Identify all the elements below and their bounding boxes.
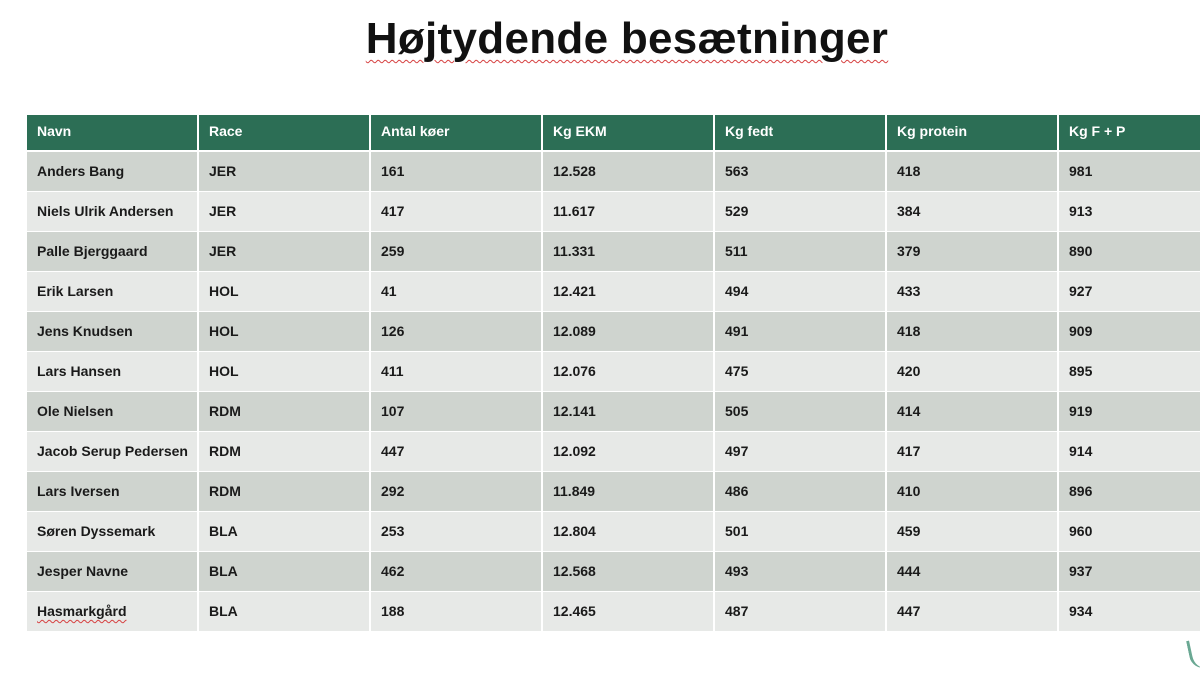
cell-text: 919	[1069, 403, 1093, 419]
cell-text: 259	[381, 243, 405, 259]
cell-kg-f-p	[1058, 151, 1200, 191]
cell-antal-koer	[370, 551, 542, 591]
cell-text: 447	[897, 603, 921, 619]
cell-text: Jesper Navne	[37, 563, 129, 579]
cell-navn	[27, 271, 198, 311]
table-row	[27, 551, 1200, 591]
cell-text: 497	[725, 443, 749, 459]
cell-kg-ekm	[542, 191, 714, 231]
cell-kg-fedt	[714, 231, 886, 271]
cell-text: Erik Larsen	[37, 283, 114, 299]
cell-text: 12.092	[553, 443, 596, 459]
cell-kg-ekm	[542, 271, 714, 311]
cell-text: 895	[1069, 363, 1093, 379]
column-header-kg-protein: Kg protein	[886, 115, 1058, 151]
slide-title	[0, 14, 1200, 64]
cell-kg-fedt	[714, 271, 886, 311]
cell-text: 12.528	[553, 163, 596, 180]
cell-kg-ekm	[542, 391, 714, 431]
cell-text: Hasmarkgård	[37, 603, 127, 619]
cell-text: RDM	[209, 483, 241, 499]
column-header-antal-koer: Antal køer	[370, 115, 542, 151]
cell-kg-protein	[886, 311, 1058, 351]
cell-text: 896	[1069, 483, 1093, 499]
cell-text: 433	[897, 283, 921, 299]
cell-navn	[27, 151, 198, 191]
table-row	[27, 351, 1200, 391]
cell-kg-ekm	[542, 591, 714, 631]
cell-race	[198, 351, 370, 391]
table-row	[27, 151, 1200, 191]
cell-kg-protein	[886, 231, 1058, 271]
cell-kg-fedt	[714, 591, 886, 631]
cell-text: 981	[1069, 163, 1093, 180]
cell-text: 447	[381, 443, 405, 459]
cell-text: 960	[1069, 523, 1093, 539]
cell-text: 418	[897, 323, 921, 339]
cell-antal-koer	[370, 591, 542, 631]
cell-text: BLA	[209, 603, 238, 619]
cell-text: 475	[725, 363, 749, 379]
cell-text: HOL	[209, 363, 239, 379]
cell-text: 188	[381, 603, 405, 619]
cell-kg-fedt	[714, 551, 886, 591]
cell-navn	[27, 591, 198, 631]
table-row	[27, 311, 1200, 351]
cell-text: 459	[897, 523, 921, 539]
table-row	[27, 511, 1200, 551]
cell-text: 253	[381, 523, 405, 539]
cell-navn	[27, 311, 198, 351]
cell-antal-koer	[370, 471, 542, 511]
cell-text: 491	[725, 323, 749, 339]
cell-race	[198, 191, 370, 231]
cell-text: Anders Bang	[37, 163, 125, 180]
cell-navn	[27, 471, 198, 511]
cell-text: 487	[725, 603, 749, 619]
slide-title-text: Højtydende besætninger	[365, 14, 889, 63]
table-row	[27, 191, 1200, 231]
cell-text: 501	[725, 523, 749, 539]
cell-text: 913	[1069, 203, 1093, 219]
cell-text: 12.465	[553, 603, 596, 619]
cell-kg-protein	[886, 271, 1058, 311]
cell-kg-fedt	[714, 391, 886, 431]
cell-text: BLA	[209, 563, 238, 579]
cell-kg-f-p	[1058, 391, 1200, 431]
cell-kg-protein	[886, 391, 1058, 431]
cell-navn	[27, 351, 198, 391]
cell-text: 462	[381, 563, 405, 579]
cell-text: JER	[209, 203, 237, 219]
cell-kg-f-p	[1058, 231, 1200, 271]
cell-text: 511	[725, 243, 748, 259]
cell-navn	[27, 511, 198, 551]
table-row	[27, 591, 1200, 631]
cell-text: 12.421	[553, 283, 596, 299]
cell-text: 107	[381, 403, 405, 419]
cell-kg-f-p	[1058, 351, 1200, 391]
column-header-navn: Navn	[27, 115, 198, 151]
cell-text: 126	[381, 323, 405, 339]
cell-kg-protein	[886, 471, 1058, 511]
cell-navn	[27, 391, 198, 431]
cell-antal-koer	[370, 511, 542, 551]
cell-race	[198, 511, 370, 551]
cell-kg-protein	[886, 151, 1058, 191]
cell-text: 411	[381, 363, 404, 379]
cell-kg-f-p	[1058, 591, 1200, 631]
cell-kg-ekm	[542, 551, 714, 591]
cell-race	[198, 151, 370, 191]
cell-antal-koer	[370, 431, 542, 471]
cell-text: 494	[725, 283, 749, 299]
cell-text: JER	[209, 163, 237, 180]
cell-text: 410	[897, 483, 921, 499]
cell-antal-koer	[370, 231, 542, 271]
cell-antal-koer	[370, 271, 542, 311]
cell-text: 384	[897, 203, 921, 219]
cell-kg-f-p	[1058, 191, 1200, 231]
cell-text: 418	[897, 163, 921, 180]
cell-kg-fedt	[714, 311, 886, 351]
cell-kg-fedt	[714, 351, 886, 391]
column-header-kg-f-p: Kg F + P	[1058, 115, 1200, 151]
cell-text: 12.804	[553, 523, 596, 539]
cell-race	[198, 591, 370, 631]
cell-kg-protein	[886, 351, 1058, 391]
cell-antal-koer	[370, 191, 542, 231]
cell-text: 12.141	[553, 403, 596, 419]
cell-text: HOL	[209, 323, 239, 339]
cell-navn	[27, 431, 198, 471]
cell-text: 12.568	[553, 563, 596, 579]
cell-kg-protein	[886, 511, 1058, 551]
cell-kg-fedt	[714, 431, 886, 471]
cell-kg-ekm	[542, 151, 714, 191]
cell-text: JER	[209, 243, 237, 259]
cell-race	[198, 471, 370, 511]
cell-race	[198, 431, 370, 471]
cell-kg-fedt	[714, 151, 886, 191]
cell-kg-ekm	[542, 431, 714, 471]
cell-text: Søren Dyssemark	[37, 523, 156, 539]
cell-text: 11.849	[553, 483, 596, 499]
cell-kg-protein	[886, 191, 1058, 231]
cell-text: 161	[381, 163, 405, 180]
cell-race	[198, 311, 370, 351]
cell-navn	[27, 191, 198, 231]
column-header-kg-fedt: Kg fedt	[714, 115, 886, 151]
cell-kg-ekm	[542, 351, 714, 391]
cell-text: 493	[725, 563, 749, 579]
table-body	[27, 151, 1200, 631]
cell-text: 563	[725, 163, 749, 180]
cell-text: 420	[897, 363, 921, 379]
cell-navn	[27, 551, 198, 591]
table-row	[27, 391, 1200, 431]
cell-kg-ekm	[542, 471, 714, 511]
cell-text: 41	[381, 283, 397, 299]
cell-kg-ekm	[542, 511, 714, 551]
decorative-corner-mark	[1186, 638, 1200, 671]
cell-navn	[27, 231, 198, 271]
cell-text: 927	[1069, 283, 1093, 299]
cell-kg-f-p	[1058, 431, 1200, 471]
table-row	[27, 471, 1200, 511]
cell-kg-ekm	[542, 311, 714, 351]
cell-text: Ole Nielsen	[37, 403, 114, 419]
cell-race	[198, 391, 370, 431]
cell-kg-fedt	[714, 191, 886, 231]
cell-kg-protein	[886, 551, 1058, 591]
cell-kg-protein	[886, 591, 1058, 631]
cell-race	[198, 231, 370, 271]
cell-text: 417	[897, 443, 921, 459]
cell-text: 529	[725, 203, 749, 219]
cell-text: Lars Hansen	[37, 363, 122, 379]
cell-kg-f-p	[1058, 311, 1200, 351]
cell-text: Lars Iversen	[37, 483, 120, 499]
cell-kg-fedt	[714, 471, 886, 511]
cell-text: 12.076	[553, 363, 596, 379]
cell-text: 909	[1069, 323, 1093, 339]
cell-text: RDM	[209, 403, 241, 419]
cell-text: 292	[381, 483, 405, 499]
cell-text: 379	[897, 243, 921, 259]
cell-kg-protein	[886, 431, 1058, 471]
cell-text: 11.617	[553, 203, 596, 219]
cell-text: Jacob Serup Pedersen	[37, 443, 188, 459]
cell-kg-ekm	[542, 231, 714, 271]
cell-text: 444	[897, 563, 921, 579]
cell-kg-f-p	[1058, 551, 1200, 591]
cell-text: 914	[1069, 443, 1093, 459]
cell-text: Jens Knudsen	[37, 323, 133, 339]
cell-race	[198, 271, 370, 311]
cell-kg-f-p	[1058, 511, 1200, 551]
cell-text: Niels Ulrik Andersen	[37, 203, 174, 219]
cell-text: HOL	[209, 283, 239, 299]
column-header-kg-ekm: Kg EKM	[542, 115, 714, 151]
cell-kg-f-p	[1058, 471, 1200, 511]
cell-text: 890	[1069, 243, 1093, 259]
cell-text: 937	[1069, 563, 1093, 579]
cell-text: 417	[381, 203, 405, 219]
table-header-row	[27, 115, 1200, 151]
cell-kg-fedt	[714, 511, 886, 551]
cell-antal-koer	[370, 351, 542, 391]
table-row	[27, 431, 1200, 471]
cell-text: Palle Bjerggaard	[37, 243, 148, 259]
cell-antal-koer	[370, 151, 542, 191]
cell-text: 505	[725, 403, 749, 419]
cell-antal-koer	[370, 391, 542, 431]
table-row	[27, 231, 1200, 271]
cell-text: 934	[1069, 603, 1093, 619]
cell-antal-koer	[370, 311, 542, 351]
column-header-race: Race	[198, 115, 370, 151]
cell-text: 414	[897, 403, 921, 419]
cell-text: BLA	[209, 523, 238, 539]
table-row	[27, 271, 1200, 311]
cell-text: 11.331	[553, 243, 596, 259]
cell-race	[198, 551, 370, 591]
cell-text: RDM	[209, 443, 241, 459]
cell-text: 486	[725, 483, 749, 499]
herd-table	[27, 115, 1200, 632]
cell-kg-f-p	[1058, 271, 1200, 311]
cell-text: 12.089	[553, 323, 596, 339]
